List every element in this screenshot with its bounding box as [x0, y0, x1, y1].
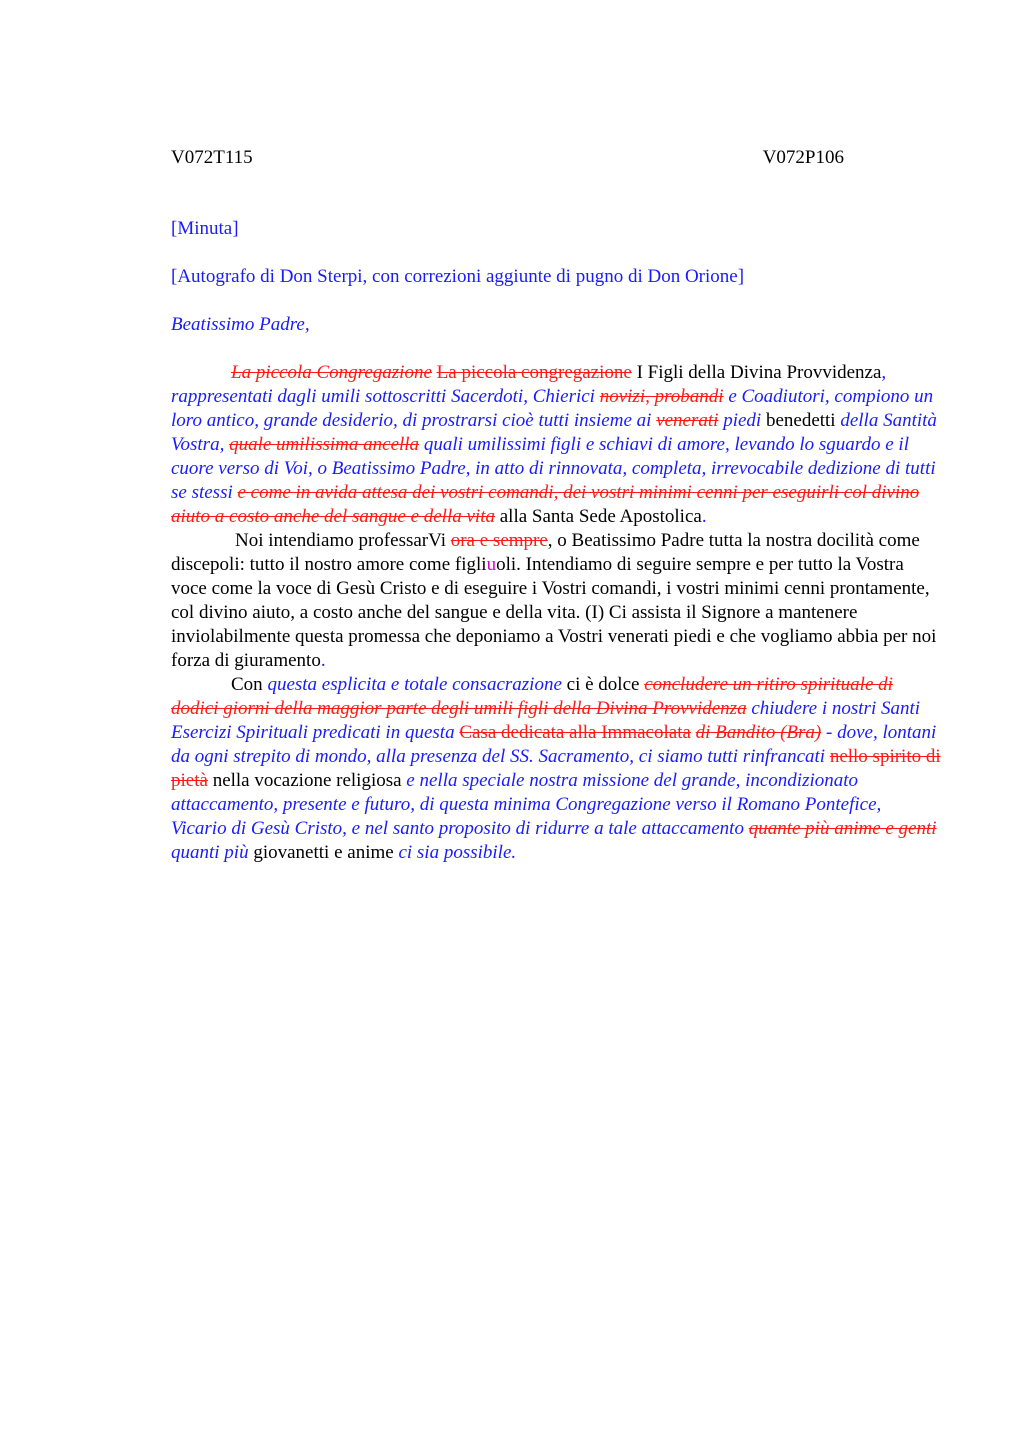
inserted-text: e nella speciale nostra missione del grande, incondizionato attaccamento, presente e futuro, di questa minima Congregazione verso il Romano Pontefice, Vicario di Gesù Cristo, e nel santo proposito di ridurre a tale attaccamento: [171, 770, 882, 839]
inserted-text: quanti più: [171, 842, 249, 863]
inserted-text: .: [320, 650, 326, 671]
paragraph-1: [171, 361, 941, 529]
inserted-text: chiudere i nostri Santi Esercizi Spirituali predicati in questa: [171, 698, 921, 743]
body-text: oli. Intendiamo di seguire sempre e per tutto la Vostra voce come la voce di Gesù Cristo e di eseguire i Vostri comandi, i vostri minimi cenni prontamente, col divino aiuto, a costo anche del sangue e della vita. (I) Ci assista il Signore a mantenere inviolabilmente questa promessa che deponiamo a Vostri venerati piedi e che vogliamo abbia per noi forza di giuramento: [171, 554, 937, 671]
deleted-text: La piccola Congregazione: [231, 362, 432, 383]
body-text: Con: [231, 674, 263, 695]
inserted-text: questa esplicita e totale consacrazione: [267, 674, 562, 695]
body-text: I Figli della Divina Provvidenza: [636, 362, 882, 383]
deleted-text: nello spirito di pietà: [171, 746, 941, 791]
document-ids: [171, 147, 844, 171]
body-text: giovanetti e anime: [253, 842, 394, 863]
deleted-text: quante più anime e genti: [748, 818, 937, 839]
autograph-note: [Autografo di Don Sterpi, con correzioni aggiunte di pugno di Don Orione]: [171, 266, 745, 287]
deleted-text: Casa dedicata alla Immacolata: [459, 722, 691, 743]
inserted-text: , rappresentati dagli umili sottoscritti Sacerdoti, Chierici: [171, 362, 887, 407]
inserted-text: - dove, lontani da ogni strepito di mondo, alla presenza del SS. Sacramento, ci siamo tutti rinfrancati: [171, 722, 937, 767]
salutation: Beatissimo Padre,: [171, 314, 310, 335]
deleted-text: e come in avida attesa dei vostri comandi, dei vostri minimi cenni per eseguirli col divino aiuto a costo anche del sangue e della vita: [171, 482, 920, 527]
volume-id-left: V072T115: [171, 147, 253, 168]
deleted-text: venerati: [656, 410, 719, 431]
deleted-text: di Bandito (Bra): [695, 722, 822, 743]
letter-body: [171, 361, 941, 865]
deleted-text: quale umilissima ancella: [229, 434, 420, 455]
body-text: Noi intendiamo professarVi: [235, 530, 446, 551]
body-text: nella vocazione religiosa: [212, 770, 402, 791]
paragraph-2: [171, 529, 941, 673]
deleted-text: ora e sempre: [450, 530, 548, 551]
deleted-text: concludere un ritiro spirituale di dodici giorni della maggior parte degli umili figli della Divina Provvidenza: [171, 674, 893, 719]
paragraph-3: [171, 673, 941, 865]
deleted-text: La piccola congregazione: [436, 362, 632, 383]
body-text: alla Santa Sede Apostolica: [499, 506, 702, 527]
body-text: , o Beatissimo Padre tutta la nostra docilità come discepoli: tutto il nostro amore come figli: [171, 530, 920, 575]
inserted-text: quali umilissimi figli e schiavi di amore, levando lo sguardo e il cuore verso di Voi, o Beatissimo Padre, in atto di rinnovata, completa, irrevocabile dedizione di tutti se stessi: [171, 434, 936, 503]
volume-id-right: V072P106: [762, 147, 844, 168]
inserted-text: piedi: [723, 410, 762, 431]
inserted-text: e Coadiutori, compiono un loro antico, grande desiderio, di prostrarsi cioè tutti insieme ai: [171, 386, 934, 431]
inserted-text: .: [701, 506, 707, 527]
deleted-text: novizi, probandi: [599, 386, 724, 407]
correction-letter: u: [486, 554, 497, 575]
body-text: benedetti: [765, 410, 836, 431]
body-text: ci è dolce: [566, 674, 640, 695]
minuta-label: [Minuta]: [171, 218, 239, 239]
inserted-text: della Santità Vostra,: [171, 410, 937, 455]
inserted-text: ci sia possibile.: [398, 842, 517, 863]
